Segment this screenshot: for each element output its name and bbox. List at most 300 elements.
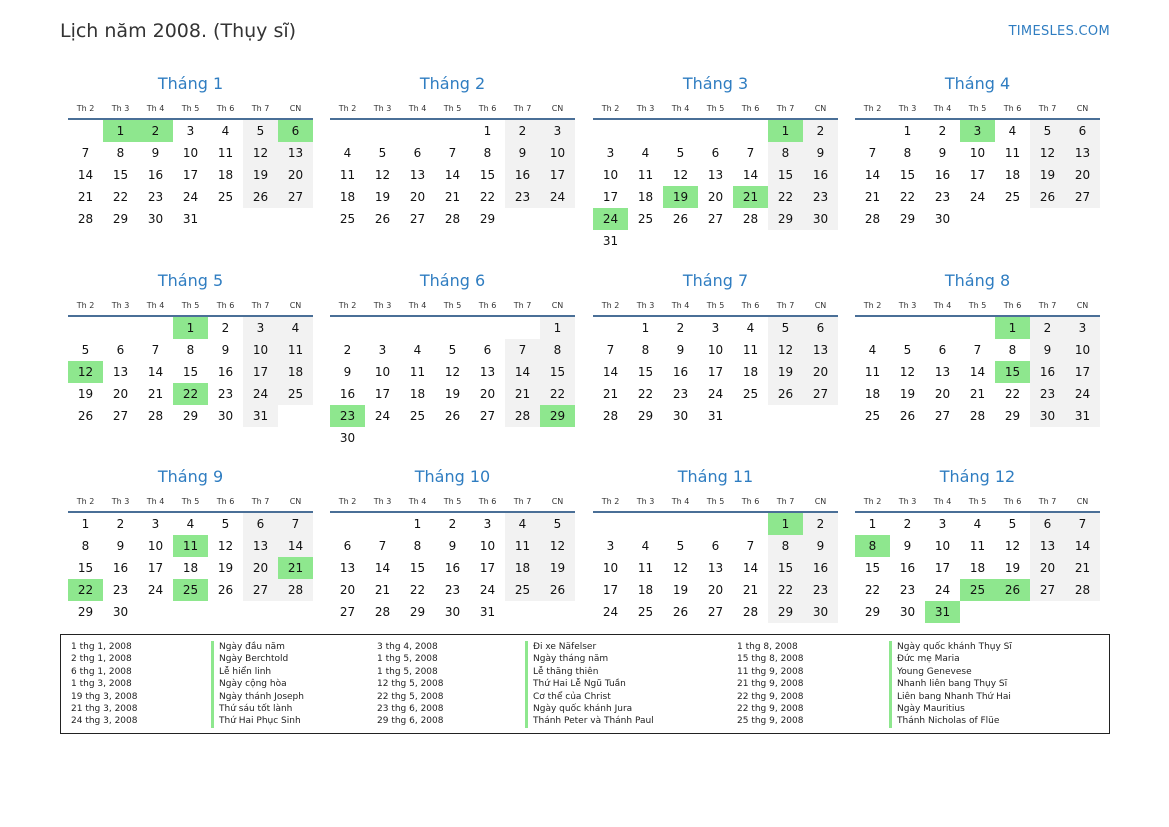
day-cell[interactable]: 12: [68, 361, 103, 383]
day-cell[interactable]: 19: [899, 387, 916, 401]
day-cell[interactable]: 17: [1065, 361, 1100, 383]
day-cell[interactable]: 18: [637, 583, 654, 597]
day-cell[interactable]: 26: [374, 212, 391, 226]
day-cell[interactable]: 3: [711, 321, 720, 335]
day-cell[interactable]: 24: [969, 190, 986, 204]
day-cell[interactable]: 16: [934, 168, 951, 182]
day-cell[interactable]: 26: [768, 383, 803, 405]
day-cell[interactable]: 6: [343, 539, 352, 553]
day-cell[interactable]: 15: [768, 557, 803, 579]
day-cell[interactable]: 18: [182, 561, 199, 575]
day-cell[interactable]: 3: [606, 146, 615, 160]
day-cell[interactable]: 20: [707, 190, 724, 204]
day-cell[interactable]: 13: [409, 168, 426, 182]
day-cell[interactable]: 24: [540, 186, 575, 208]
day-cell[interactable]: 4: [641, 146, 650, 160]
day-cell[interactable]: 18: [217, 168, 234, 182]
day-cell[interactable]: 22: [768, 186, 803, 208]
day-cell[interactable]: 4: [1008, 124, 1017, 138]
day-cell[interactable]: 31: [1065, 405, 1100, 427]
day-cell[interactable]: 26: [540, 579, 575, 601]
day-cell[interactable]: 25: [339, 212, 356, 226]
day-cell[interactable]: 16: [803, 557, 838, 579]
day-cell[interactable]: 2: [343, 343, 352, 357]
day-cell[interactable]: 25: [278, 383, 313, 405]
day-cell[interactable]: 28: [1065, 579, 1100, 601]
day-cell[interactable]: 14: [77, 168, 94, 182]
day-cell[interactable]: 29: [182, 409, 199, 423]
day-cell[interactable]: 18: [742, 365, 759, 379]
day-cell[interactable]: 4: [746, 321, 755, 335]
day-cell[interactable]: 14: [969, 365, 986, 379]
day-cell[interactable]: 13: [278, 142, 313, 164]
day-cell[interactable]: 5: [378, 146, 387, 160]
day-cell[interactable]: 13: [1065, 142, 1100, 164]
day-cell[interactable]: 29: [540, 405, 575, 427]
day-cell[interactable]: 23: [1030, 383, 1065, 405]
day-cell[interactable]: 15: [182, 365, 199, 379]
day-cell[interactable]: 10: [707, 343, 724, 357]
day-cell[interactable]: 15: [637, 365, 654, 379]
day-cell[interactable]: 13: [707, 561, 724, 575]
day-cell[interactable]: 17: [182, 168, 199, 182]
day-cell[interactable]: 1: [173, 317, 208, 339]
day-cell[interactable]: 23: [803, 579, 838, 601]
day-cell[interactable]: 1: [995, 317, 1030, 339]
day-cell[interactable]: 10: [969, 146, 986, 160]
day-cell[interactable]: 14: [374, 561, 391, 575]
day-cell[interactable]: 22: [637, 387, 654, 401]
day-cell[interactable]: 27: [934, 409, 951, 423]
day-cell[interactable]: 28: [742, 212, 759, 226]
day-cell[interactable]: 14: [742, 168, 759, 182]
day-cell[interactable]: 30: [339, 431, 356, 445]
day-cell[interactable]: 23: [444, 583, 461, 597]
day-cell[interactable]: 9: [343, 365, 352, 379]
day-cell[interactable]: 17: [602, 583, 619, 597]
day-cell[interactable]: 1: [868, 517, 877, 531]
day-cell[interactable]: 2: [938, 124, 947, 138]
day-cell[interactable]: 8: [1008, 343, 1017, 357]
day-cell[interactable]: 4: [221, 124, 230, 138]
day-cell[interactable]: 24: [934, 583, 951, 597]
day-cell[interactable]: 28: [444, 212, 461, 226]
day-cell[interactable]: 18: [864, 387, 881, 401]
day-cell[interactable]: 31: [602, 234, 619, 248]
day-cell[interactable]: 4: [505, 513, 540, 535]
day-cell[interactable]: 9: [938, 146, 947, 160]
day-cell[interactable]: 6: [711, 146, 720, 160]
day-cell[interactable]: 21: [1065, 557, 1100, 579]
day-cell[interactable]: 9: [151, 146, 160, 160]
day-cell[interactable]: 5: [1030, 120, 1065, 142]
day-cell[interactable]: 19: [1004, 561, 1021, 575]
day-cell[interactable]: 29: [768, 601, 803, 623]
day-cell[interactable]: 13: [934, 365, 951, 379]
day-cell[interactable]: 12: [672, 561, 689, 575]
day-cell[interactable]: 18: [969, 561, 986, 575]
day-cell[interactable]: 27: [112, 409, 129, 423]
day-cell[interactable]: 24: [602, 605, 619, 619]
day-cell[interactable]: 27: [707, 605, 724, 619]
day-cell[interactable]: 21: [742, 583, 759, 597]
day-cell[interactable]: 7: [81, 146, 90, 160]
day-cell[interactable]: 24: [1065, 383, 1100, 405]
day-cell[interactable]: 1: [903, 124, 912, 138]
day-cell[interactable]: 9: [803, 535, 838, 557]
day-cell[interactable]: 6: [711, 539, 720, 553]
day-cell[interactable]: 20: [1030, 557, 1065, 579]
day-cell[interactable]: 2: [221, 321, 230, 335]
day-cell[interactable]: 3: [483, 517, 492, 531]
day-cell[interactable]: 23: [672, 387, 689, 401]
day-cell[interactable]: 22: [1004, 387, 1021, 401]
day-cell[interactable]: 22: [173, 383, 208, 405]
day-cell[interactable]: 26: [995, 579, 1030, 601]
day-cell[interactable]: 15: [409, 561, 426, 575]
day-cell[interactable]: 11: [742, 343, 759, 357]
day-cell[interactable]: 8: [483, 146, 492, 160]
day-cell[interactable]: 19: [540, 557, 575, 579]
day-cell[interactable]: 12: [899, 365, 916, 379]
day-cell[interactable]: 14: [742, 561, 759, 575]
day-cell[interactable]: 6: [243, 513, 278, 535]
day-cell[interactable]: 25: [742, 387, 759, 401]
day-cell[interactable]: 25: [960, 579, 995, 601]
day-cell[interactable]: 11: [969, 539, 986, 553]
day-cell[interactable]: 14: [602, 365, 619, 379]
day-cell[interactable]: 2: [116, 517, 125, 531]
day-cell[interactable]: 15: [864, 561, 881, 575]
day-cell[interactable]: 5: [540, 513, 575, 535]
day-cell[interactable]: 11: [339, 168, 356, 182]
day-cell[interactable]: 27: [1030, 579, 1065, 601]
day-cell[interactable]: 11: [278, 339, 313, 361]
day-cell[interactable]: 30: [112, 605, 129, 619]
day-cell[interactable]: 1: [768, 120, 803, 142]
day-cell[interactable]: 12: [1004, 539, 1021, 553]
day-cell[interactable]: 10: [602, 561, 619, 575]
day-cell[interactable]: 28: [77, 212, 94, 226]
day-cell[interactable]: 23: [803, 186, 838, 208]
day-cell[interactable]: 5: [676, 146, 685, 160]
day-cell[interactable]: 25: [217, 190, 234, 204]
day-cell[interactable]: 2: [803, 120, 838, 142]
day-cell[interactable]: 9: [448, 539, 457, 553]
day-cell[interactable]: 6: [803, 317, 838, 339]
day-cell[interactable]: 19: [374, 190, 391, 204]
day-cell[interactable]: 3: [606, 539, 615, 553]
day-cell[interactable]: 18: [278, 361, 313, 383]
day-cell[interactable]: 15: [112, 168, 129, 182]
day-cell[interactable]: 30: [1030, 405, 1065, 427]
day-cell[interactable]: 1: [540, 317, 575, 339]
day-cell[interactable]: 26: [1030, 186, 1065, 208]
day-cell[interactable]: 26: [444, 409, 461, 423]
day-cell[interactable]: 21: [77, 190, 94, 204]
day-cell[interactable]: 20: [112, 387, 129, 401]
day-cell[interactable]: 7: [505, 339, 540, 361]
day-cell[interactable]: 16: [339, 387, 356, 401]
day-cell[interactable]: 15: [77, 561, 94, 575]
day-cell[interactable]: 4: [278, 317, 313, 339]
day-cell[interactable]: 29: [637, 409, 654, 423]
day-cell[interactable]: 6: [483, 343, 492, 357]
day-cell[interactable]: 16: [803, 164, 838, 186]
day-cell[interactable]: 11: [637, 168, 654, 182]
day-cell[interactable]: 17: [934, 561, 951, 575]
day-cell[interactable]: 1: [81, 517, 90, 531]
day-cell[interactable]: 3: [960, 120, 995, 142]
day-cell[interactable]: 3: [186, 124, 195, 138]
day-cell[interactable]: 27: [479, 409, 496, 423]
day-cell[interactable]: 5: [243, 120, 278, 142]
day-cell[interactable]: 31: [479, 605, 496, 619]
day-cell[interactable]: 29: [1004, 409, 1021, 423]
day-cell[interactable]: 9: [1030, 339, 1065, 361]
day-cell[interactable]: 22: [899, 190, 916, 204]
day-cell[interactable]: 29: [899, 212, 916, 226]
day-cell[interactable]: 15: [899, 168, 916, 182]
day-cell[interactable]: 18: [505, 557, 540, 579]
day-cell[interactable]: 13: [243, 535, 278, 557]
day-cell[interactable]: 27: [707, 212, 724, 226]
day-cell[interactable]: 1: [103, 120, 138, 142]
day-cell[interactable]: 25: [637, 605, 654, 619]
day-cell[interactable]: 8: [186, 343, 195, 357]
day-cell[interactable]: 11: [173, 535, 208, 557]
day-cell[interactable]: 28: [147, 409, 164, 423]
day-cell[interactable]: 21: [969, 387, 986, 401]
day-cell[interactable]: 30: [899, 605, 916, 619]
day-cell[interactable]: 2: [1030, 317, 1065, 339]
day-cell[interactable]: 20: [1065, 164, 1100, 186]
day-cell[interactable]: 19: [77, 387, 94, 401]
day-cell[interactable]: 29: [479, 212, 496, 226]
day-cell[interactable]: 31: [182, 212, 199, 226]
day-cell[interactable]: 23: [934, 190, 951, 204]
day-cell[interactable]: 1: [641, 321, 650, 335]
day-cell[interactable]: 29: [77, 605, 94, 619]
day-cell[interactable]: 27: [339, 605, 356, 619]
day-cell[interactable]: 10: [479, 539, 496, 553]
day-cell[interactable]: 2: [138, 120, 173, 142]
day-cell[interactable]: 6: [1030, 513, 1065, 535]
day-cell[interactable]: 25: [1004, 190, 1021, 204]
day-cell[interactable]: 7: [1065, 513, 1100, 535]
day-cell[interactable]: 24: [374, 409, 391, 423]
day-cell[interactable]: 4: [973, 517, 982, 531]
day-cell[interactable]: 21: [864, 190, 881, 204]
day-cell[interactable]: 25: [409, 409, 426, 423]
day-cell[interactable]: 14: [1065, 535, 1100, 557]
day-cell[interactable]: 8: [641, 343, 650, 357]
day-cell[interactable]: 12: [672, 168, 689, 182]
day-cell[interactable]: 17: [479, 561, 496, 575]
day-cell[interactable]: 19: [672, 583, 689, 597]
day-cell[interactable]: 8: [768, 535, 803, 557]
day-cell[interactable]: 30: [444, 605, 461, 619]
day-cell[interactable]: 18: [637, 190, 654, 204]
day-cell[interactable]: 14: [864, 168, 881, 182]
day-cell[interactable]: 29: [112, 212, 129, 226]
day-cell[interactable]: 30: [672, 409, 689, 423]
day-cell[interactable]: 27: [1065, 186, 1100, 208]
day-cell[interactable]: 5: [448, 343, 457, 357]
day-cell[interactable]: 22: [768, 579, 803, 601]
day-cell[interactable]: 13: [339, 561, 356, 575]
day-cell[interactable]: 6: [938, 343, 947, 357]
day-cell[interactable]: 28: [969, 409, 986, 423]
day-cell[interactable]: 17: [147, 561, 164, 575]
day-cell[interactable]: 8: [768, 142, 803, 164]
day-cell[interactable]: 31: [707, 409, 724, 423]
day-cell[interactable]: 18: [1004, 168, 1021, 182]
day-cell[interactable]: 7: [151, 343, 160, 357]
day-cell[interactable]: 22: [68, 579, 103, 601]
day-cell[interactable]: 21: [278, 557, 313, 579]
day-cell[interactable]: 28: [602, 409, 619, 423]
day-cell[interactable]: 14: [505, 361, 540, 383]
day-cell[interactable]: 16: [672, 365, 689, 379]
day-cell[interactable]: 5: [1008, 517, 1017, 531]
day-cell[interactable]: 3: [151, 517, 160, 531]
day-cell[interactable]: 4: [413, 343, 422, 357]
day-cell[interactable]: 7: [606, 343, 615, 357]
day-cell[interactable]: 15: [995, 361, 1030, 383]
day-cell[interactable]: 22: [409, 583, 426, 597]
day-cell[interactable]: 3: [243, 317, 278, 339]
day-cell[interactable]: 23: [217, 387, 234, 401]
day-cell[interactable]: 15: [540, 361, 575, 383]
day-cell[interactable]: 30: [803, 601, 838, 623]
day-cell[interactable]: 17: [540, 164, 575, 186]
day-cell[interactable]: 4: [186, 517, 195, 531]
day-cell[interactable]: 23: [505, 186, 540, 208]
day-cell[interactable]: 29: [768, 208, 803, 230]
day-cell[interactable]: 18: [409, 387, 426, 401]
day-cell[interactable]: 16: [112, 561, 129, 575]
day-cell[interactable]: 21: [733, 186, 768, 208]
day-cell[interactable]: 21: [444, 190, 461, 204]
day-cell[interactable]: 24: [147, 583, 164, 597]
day-cell[interactable]: 18: [339, 190, 356, 204]
day-cell[interactable]: 13: [803, 339, 838, 361]
day-cell[interactable]: 11: [1004, 146, 1021, 160]
day-cell[interactable]: 20: [707, 583, 724, 597]
day-cell[interactable]: 10: [182, 146, 199, 160]
day-cell[interactable]: 7: [448, 146, 457, 160]
day-cell[interactable]: 7: [746, 539, 755, 553]
day-cell[interactable]: 12: [540, 535, 575, 557]
day-cell[interactable]: 13: [112, 365, 129, 379]
day-cell[interactable]: 11: [637, 561, 654, 575]
day-cell[interactable]: 23: [899, 583, 916, 597]
day-cell[interactable]: 3: [1065, 317, 1100, 339]
day-cell[interactable]: 24: [707, 387, 724, 401]
day-cell[interactable]: 28: [864, 212, 881, 226]
day-cell[interactable]: 3: [938, 517, 947, 531]
day-cell[interactable]: 19: [1030, 164, 1065, 186]
day-cell[interactable]: 5: [81, 343, 90, 357]
day-cell[interactable]: 16: [444, 561, 461, 575]
day-cell[interactable]: 11: [409, 365, 426, 379]
day-cell[interactable]: 17: [602, 190, 619, 204]
day-cell[interactable]: 8: [855, 535, 890, 557]
day-cell[interactable]: 8: [81, 539, 90, 553]
day-cell[interactable]: 22: [479, 190, 496, 204]
day-cell[interactable]: 21: [602, 387, 619, 401]
day-cell[interactable]: 8: [540, 339, 575, 361]
day-cell[interactable]: 27: [803, 383, 838, 405]
day-cell[interactable]: 5: [221, 517, 230, 531]
day-cell[interactable]: 8: [903, 146, 912, 160]
day-cell[interactable]: 7: [868, 146, 877, 160]
day-cell[interactable]: 9: [676, 343, 685, 357]
day-cell[interactable]: 26: [672, 212, 689, 226]
day-cell[interactable]: 9: [221, 343, 230, 357]
day-cell[interactable]: 1: [413, 517, 422, 531]
day-cell[interactable]: 4: [343, 146, 352, 160]
day-cell[interactable]: 5: [768, 317, 803, 339]
day-cell[interactable]: 19: [444, 387, 461, 401]
day-cell[interactable]: 31: [243, 405, 278, 427]
day-cell[interactable]: 30: [147, 212, 164, 226]
day-cell[interactable]: 23: [147, 190, 164, 204]
day-cell[interactable]: 6: [413, 146, 422, 160]
day-cell[interactable]: 8: [116, 146, 125, 160]
day-cell[interactable]: 28: [742, 605, 759, 619]
day-cell[interactable]: 16: [505, 164, 540, 186]
day-cell[interactable]: 30: [934, 212, 951, 226]
day-cell[interactable]: 29: [864, 605, 881, 619]
day-cell[interactable]: 6: [278, 120, 313, 142]
day-cell[interactable]: 13: [1030, 535, 1065, 557]
day-cell[interactable]: 17: [707, 365, 724, 379]
day-cell[interactable]: 31: [925, 601, 960, 623]
day-cell[interactable]: 7: [973, 343, 982, 357]
day-cell[interactable]: 30: [803, 208, 838, 230]
day-cell[interactable]: 20: [479, 387, 496, 401]
day-cell[interactable]: 2: [448, 517, 457, 531]
day-cell[interactable]: 9: [116, 539, 125, 553]
day-cell[interactable]: 12: [444, 365, 461, 379]
day-cell[interactable]: 20: [934, 387, 951, 401]
day-cell[interactable]: 13: [707, 168, 724, 182]
day-cell[interactable]: 20: [803, 361, 838, 383]
day-cell[interactable]: 11: [864, 365, 881, 379]
day-cell[interactable]: 12: [374, 168, 391, 182]
day-cell[interactable]: 19: [768, 361, 803, 383]
day-cell[interactable]: 10: [540, 142, 575, 164]
day-cell[interactable]: 27: [278, 186, 313, 208]
day-cell[interactable]: 25: [173, 579, 208, 601]
day-cell[interactable]: 15: [768, 164, 803, 186]
day-cell[interactable]: 20: [409, 190, 426, 204]
day-cell[interactable]: 16: [899, 561, 916, 575]
day-cell[interactable]: 24: [593, 208, 628, 230]
day-cell[interactable]: 26: [899, 409, 916, 423]
day-cell[interactable]: 17: [374, 387, 391, 401]
day-cell[interactable]: 11: [217, 146, 234, 160]
day-cell[interactable]: 7: [746, 146, 755, 160]
day-cell[interactable]: 16: [147, 168, 164, 182]
day-cell[interactable]: 15: [479, 168, 496, 182]
day-cell[interactable]: 9: [803, 142, 838, 164]
day-cell[interactable]: 4: [868, 343, 877, 357]
day-cell[interactable]: 10: [147, 539, 164, 553]
day-cell[interactable]: 26: [77, 409, 94, 423]
